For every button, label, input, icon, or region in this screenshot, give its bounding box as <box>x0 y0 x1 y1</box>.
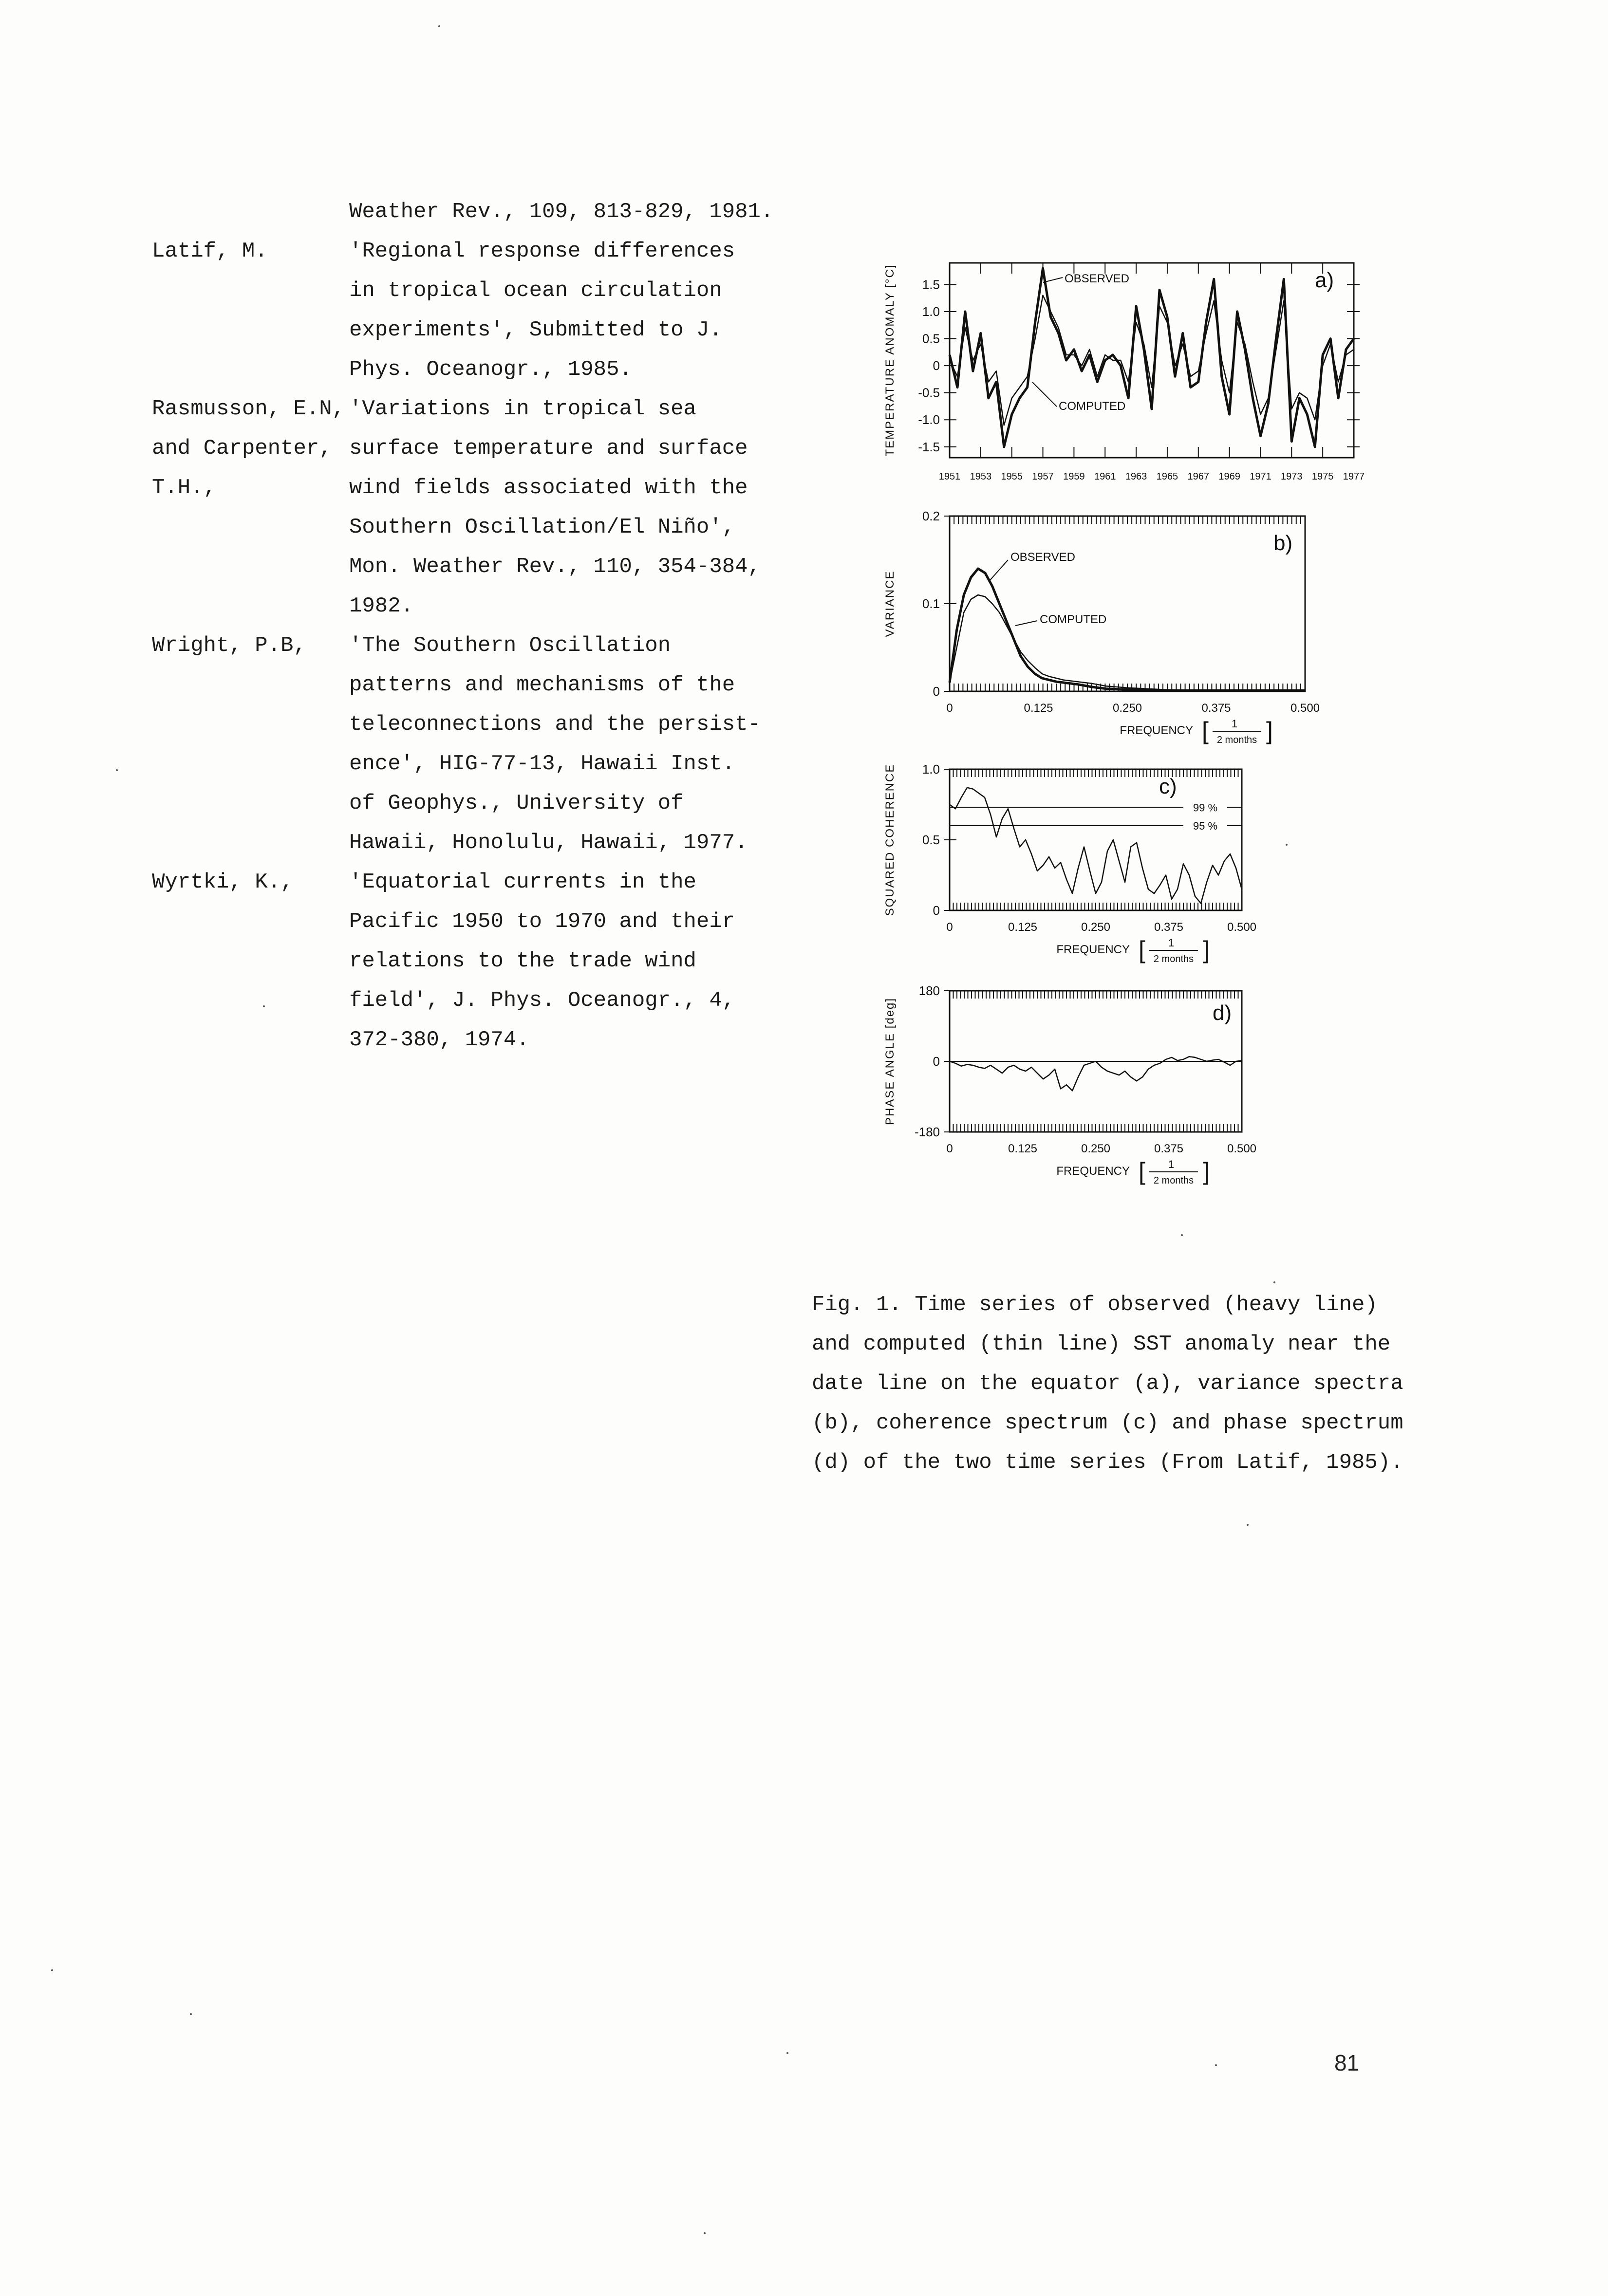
bracket: [ <box>1202 717 1209 744</box>
x-tick-label: 0.250 <box>1081 1142 1111 1155</box>
x-tick-label: 1957 <box>1032 471 1054 482</box>
x-tick-label: 0.500 <box>1227 1142 1257 1155</box>
x-tick-label: 1963 <box>1125 471 1147 482</box>
x-tick-label: 1965 <box>1156 471 1178 482</box>
bracket: [ <box>1139 1158 1145 1185</box>
panel-label: d) <box>1213 1001 1232 1025</box>
x-tick-label: 0.125 <box>1024 702 1053 715</box>
reference-text: ence', HIG-77-13, Hawaii Inst. <box>349 752 735 776</box>
unit-numerator: 1 <box>1231 718 1238 730</box>
reference-text: Southern Oscillation/El Niño', <box>349 515 735 539</box>
reference-list <box>152 192 834 1060</box>
x-tick-label: 1961 <box>1094 471 1116 482</box>
reference-line <box>152 468 834 508</box>
unit-denominator: 2 months <box>1153 1175 1194 1186</box>
reference-text: relations to the trade wind <box>349 949 696 973</box>
annotation-computed: COMPUTED <box>1040 613 1107 626</box>
reference-text: 'Regional response differences <box>349 239 735 263</box>
caption-line: (b), coherence spectrum (c) and phase spectrum <box>812 1411 1403 1435</box>
reference-text: Phys. Oceanogr., 1985. <box>349 357 632 382</box>
annotation-leader <box>989 560 1008 582</box>
reference-line <box>152 232 834 271</box>
bracket: ] <box>1203 936 1210 963</box>
y-tick-label: 1.0 <box>922 304 940 319</box>
x-tick-label: 0.250 <box>1081 921 1111 934</box>
reference-line <box>152 1020 834 1060</box>
reference-text: teleconnections and the persist- <box>349 712 761 737</box>
bracket: ] <box>1266 717 1273 744</box>
x-tick-label: 0.375 <box>1154 1142 1184 1155</box>
x-tick-label: 1967 <box>1187 471 1210 482</box>
x-axis-label: FREQUENCY <box>1120 724 1193 737</box>
x-tick-label: 1951 <box>938 471 961 482</box>
reference-line <box>152 863 834 902</box>
x-tick-label: 1955 <box>1001 471 1023 482</box>
bracket: ] <box>1203 1158 1210 1185</box>
reference-text: experiments', Submitted to J. <box>349 318 722 342</box>
reference-text: in tropical ocean circulation <box>349 278 722 303</box>
reference-line <box>152 942 834 981</box>
reference-text: 372-380, 1974. <box>349 1028 529 1052</box>
figure-1 <box>872 239 1388 1212</box>
reference-author: T.H., <box>152 476 217 500</box>
x-tick-label: 0.500 <box>1227 921 1257 934</box>
figure-caption <box>812 1285 1445 1482</box>
y-tick-label: 0 <box>933 1054 940 1069</box>
reference-text: Hawaii, Honolulu, Hawaii, 1977. <box>349 831 748 855</box>
y-tick-label: 0 <box>933 358 940 373</box>
reference-line-label: 99 % <box>1193 801 1218 814</box>
page-number: 81 <box>1334 2050 1360 2075</box>
x-tick-label: 1975 <box>1311 471 1334 482</box>
y-tick-label: -1.0 <box>918 412 940 427</box>
x-tick-label: 1953 <box>970 471 992 482</box>
reference-line <box>152 981 834 1020</box>
caption-line: date line on the equator (a), variance spectra <box>812 1371 1403 1396</box>
reference-text: of Geophys., University of <box>349 791 684 815</box>
reference-text: 1982. <box>349 594 414 618</box>
x-tick-label: 1959 <box>1063 471 1085 482</box>
unit-denominator: 2 months <box>1216 735 1257 745</box>
panel-label: c) <box>1159 775 1177 798</box>
y-tick-label: 0.1 <box>922 596 940 611</box>
annotation-computed: COMPUTED <box>1059 400 1126 413</box>
reference-text: 'The Southern Oscillation <box>349 633 671 658</box>
panel-frame <box>950 516 1305 691</box>
x-tick-label: 1969 <box>1218 471 1240 482</box>
reference-line <box>152 744 834 784</box>
y-axis-label: PHASE ANGLE [deg] <box>883 997 897 1126</box>
reference-line <box>152 784 834 823</box>
x-tick-label: 1973 <box>1281 471 1303 482</box>
reference-line <box>152 350 834 389</box>
reference-line <box>152 705 834 744</box>
annotation-leader <box>1032 382 1057 407</box>
y-tick-label: -180 <box>914 1125 940 1139</box>
y-axis-label: SQUARED COHERENCE <box>883 763 897 916</box>
y-tick-label: -1.5 <box>918 439 940 454</box>
reference-text: surface temperature and surface <box>349 436 748 461</box>
reference-author: and Carpenter, <box>152 436 332 461</box>
reference-line <box>152 666 834 705</box>
reference-line <box>152 429 834 468</box>
y-tick-label: 0 <box>933 903 940 918</box>
x-tick-label: 0.500 <box>1290 702 1320 715</box>
x-tick-label: 0.375 <box>1154 921 1184 934</box>
reference-text: field', J. Phys. Oceanogr., 4, <box>349 988 735 1013</box>
observed-line <box>950 569 1305 690</box>
reference-line <box>152 823 834 863</box>
x-axis-label: FREQUENCY <box>1056 943 1130 956</box>
caption-line: and computed (thin line) SST anomaly near the <box>812 1332 1391 1356</box>
reference-line <box>152 902 834 942</box>
reference-text: 'Variations in tropical sea <box>349 397 696 421</box>
reference-line <box>152 626 834 666</box>
reference-line <box>152 587 834 626</box>
reference-line <box>152 311 834 350</box>
reference-author: Latif, M. <box>152 239 268 263</box>
x-tick-label: 1971 <box>1250 471 1271 482</box>
x-tick-label: 0.375 <box>1201 702 1231 715</box>
y-tick-label: 0.5 <box>922 833 940 847</box>
reference-line-label: 95 % <box>1193 820 1218 832</box>
reference-line <box>152 508 834 547</box>
x-tick-label: 0.250 <box>1112 702 1142 715</box>
reference-line <box>152 389 834 429</box>
observed-line <box>950 268 1354 447</box>
reference-text: Weather Rev., 109, 813-829, 1981. <box>349 200 774 224</box>
reference-line <box>152 271 834 311</box>
y-axis-label: VARIANCE <box>883 570 897 637</box>
annotation-leader <box>1015 621 1037 626</box>
reference-author: Wright, P.B, <box>152 633 306 658</box>
bracket: [ <box>1139 936 1145 963</box>
y-tick-label: 0.2 <box>922 509 940 523</box>
figure-1-svg <box>872 239 1388 1212</box>
annotation-observed: OBSERVED <box>1065 272 1129 285</box>
x-tick-label: 0 <box>946 921 953 934</box>
unit-numerator: 1 <box>1168 1158 1175 1170</box>
y-tick-label: 0.5 <box>922 331 940 346</box>
reference-text: wind fields associated with the <box>349 476 748 500</box>
annotation-leader <box>1043 278 1063 282</box>
reference-text: Mon. Weather Rev., 110, 354-384, <box>349 555 761 579</box>
x-tick-label: 0.125 <box>1008 921 1038 934</box>
caption-line: Fig. 1. Time series of observed (heavy line) <box>812 1293 1378 1317</box>
reference-author: Rasmusson, E.N, <box>152 397 345 421</box>
panel-label: a) <box>1315 268 1334 292</box>
unit-numerator: 1 <box>1168 937 1175 949</box>
x-axis-label: FREQUENCY <box>1056 1165 1130 1178</box>
y-axis-label: TEMPERATURE ANOMALY [°C] <box>883 264 897 457</box>
x-tick-label: 0 <box>946 1142 953 1155</box>
panel-label: b) <box>1273 531 1293 555</box>
reference-text: patterns and mechanisms of the <box>349 673 735 697</box>
reference-text: 'Equatorial currents in the <box>349 870 696 894</box>
y-tick-label: 0 <box>933 684 940 699</box>
unit-denominator: 2 months <box>1153 954 1194 964</box>
y-tick-label: -0.5 <box>918 385 940 400</box>
panel-frame <box>950 769 1242 910</box>
reference-line <box>152 547 834 587</box>
y-tick-label: 1.5 <box>922 277 940 292</box>
x-tick-label: 0 <box>946 702 953 715</box>
y-tick-label: 180 <box>918 983 940 998</box>
x-tick-label: 1977 <box>1343 471 1365 482</box>
annotation-observed: OBSERVED <box>1010 551 1075 564</box>
x-tick-label: 0.125 <box>1008 1142 1038 1155</box>
reference-author: Wyrtki, K., <box>152 870 294 894</box>
reference-text: Pacific 1950 to 1970 and their <box>349 909 735 934</box>
y-tick-label: 1.0 <box>922 762 940 777</box>
caption-line: (d) of the two time series (From Latif, 1985). <box>812 1450 1403 1475</box>
reference-line <box>152 192 834 232</box>
